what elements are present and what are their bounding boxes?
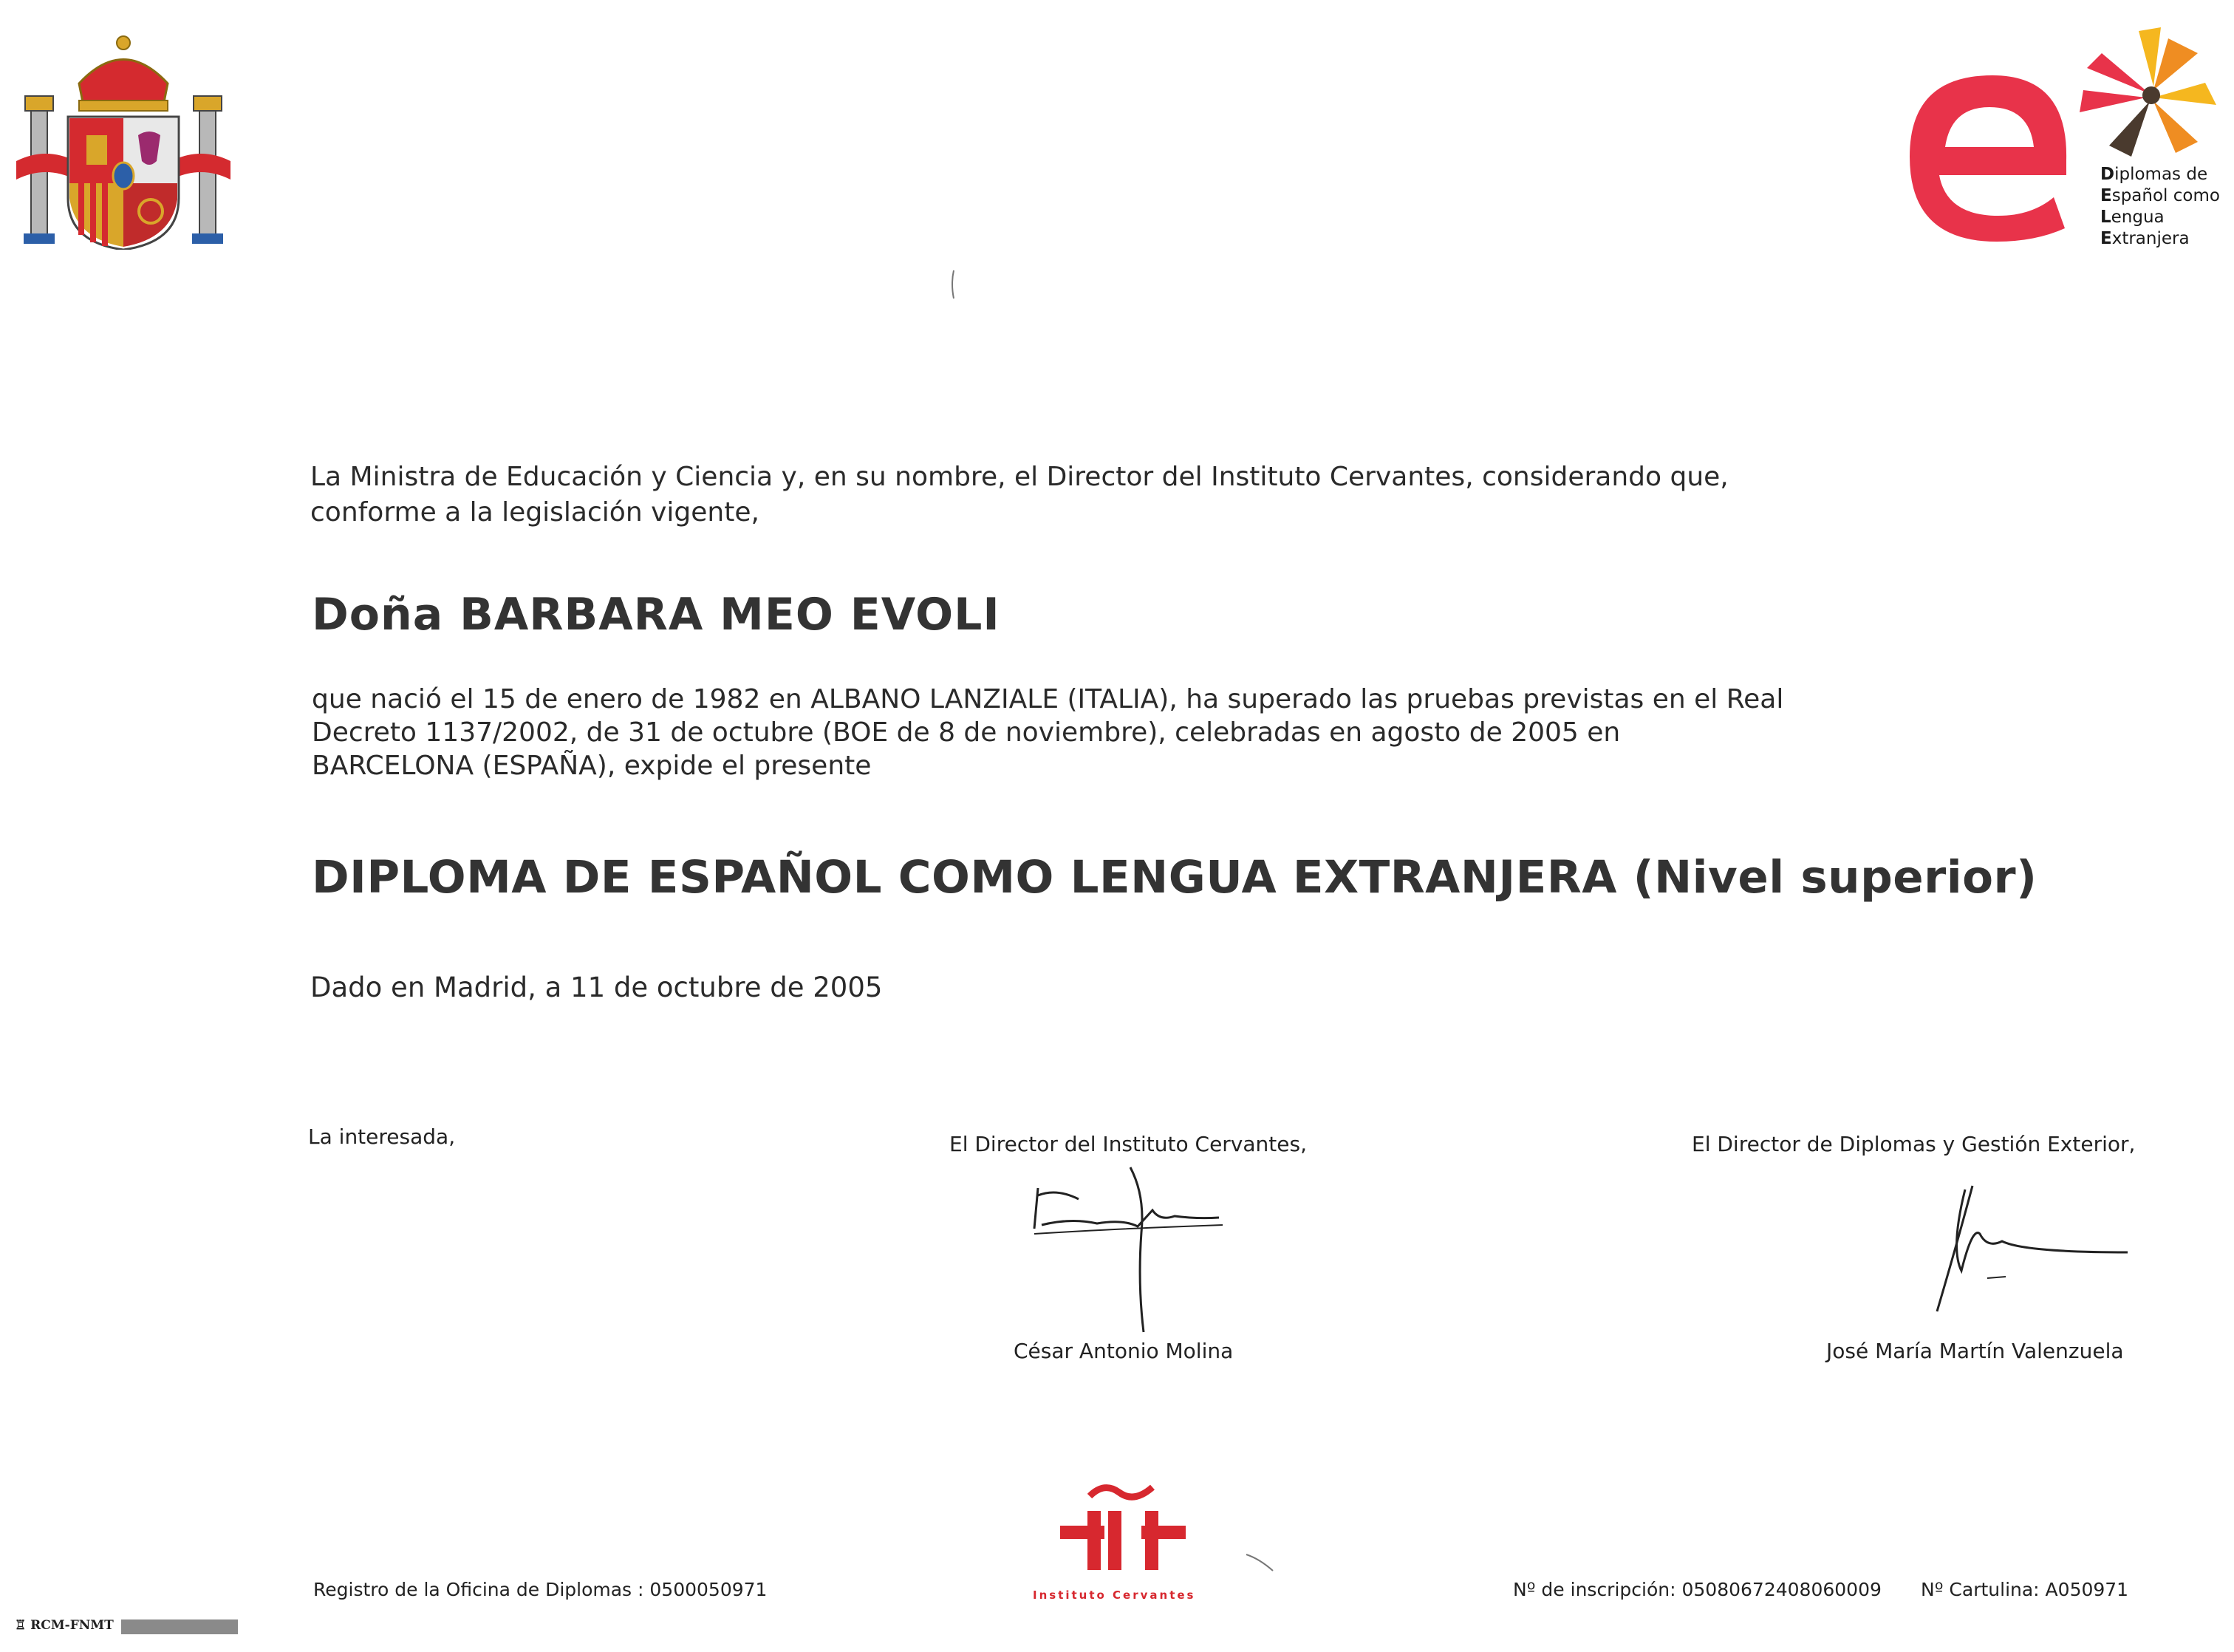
instituto-cervantes-label: Instituto Cervantes — [1033, 1588, 1196, 1602]
dele-line-3: Lengua — [2100, 208, 2165, 227]
dele-logo-text — [2100, 164, 2220, 250]
rcm-icon: ♖ — [15, 1618, 27, 1633]
rcm-fnmt-mark — [15, 1618, 114, 1633]
rcm-label: RCM-FNMT — [30, 1618, 114, 1633]
interesada-label: La interesada, — [308, 1124, 456, 1149]
director2-label: El Director de Diplomas y Gestión Exterior, — [1692, 1132, 2136, 1156]
director-label: El Director del Instituto Cervantes, — [949, 1132, 1307, 1156]
recipient-name: Doña BARBARA MEO EVOLI — [312, 589, 1000, 641]
registro-number: Registro de la Oficina de Diplomas : 0500050971 — [313, 1579, 768, 1600]
cartulina-number: Nº Cartulina: A050971 — [1921, 1579, 2129, 1600]
scan-mark-2 — [1245, 1552, 1274, 1574]
intro-text: La Ministra de Educación y Ciencia y, en su nombre, el Director del Instituto Cervantes, considerando que, conforme a la legislación vigente, — [310, 462, 1729, 528]
dele-line-2: Español como — [2100, 186, 2220, 205]
scan-mark — [951, 269, 955, 300]
body-text: que nació el 15 de enero de 1982 en ALBANO LANZIALE (ITALIA), ha superado las pruebas previstas en el Real Decreto 1137/2002, de 31 de octubre (BOE de 8 de noviembre), celebradas en agosto de 2005 en BARCELONA (ESPAÑA), expide el presente — [312, 684, 1784, 781]
dele-logo — [1910, 24, 2220, 253]
dele-logo-icon — [1910, 64, 2072, 242]
dele-line-1: Diplomas de — [2100, 165, 2208, 184]
dele-line-4: Extranjera — [2100, 229, 2190, 248]
rcm-security-strip — [121, 1619, 238, 1634]
issue-date: Dado en Madrid, a 11 de octubre de 2005 — [310, 972, 883, 1003]
dele-star-icon — [2080, 24, 2220, 160]
spain-coat-of-arms-icon — [16, 28, 230, 250]
instituto-cervantes-logo-icon — [1049, 1481, 1197, 1570]
director2-signature — [1936, 1182, 2128, 1315]
director-signature — [1027, 1166, 1226, 1336]
director-name: César Antonio Molina — [1014, 1339, 1234, 1363]
inscripcion-number: Nº de inscripción: 05080672408060009 — [1513, 1579, 1882, 1600]
diploma-title: DIPLOMA DE ESPAÑOL COMO LENGUA EXTRANJERA (Nivel superior) — [312, 851, 2037, 904]
director2-name: José María Martín Valenzuela — [1826, 1339, 2124, 1363]
